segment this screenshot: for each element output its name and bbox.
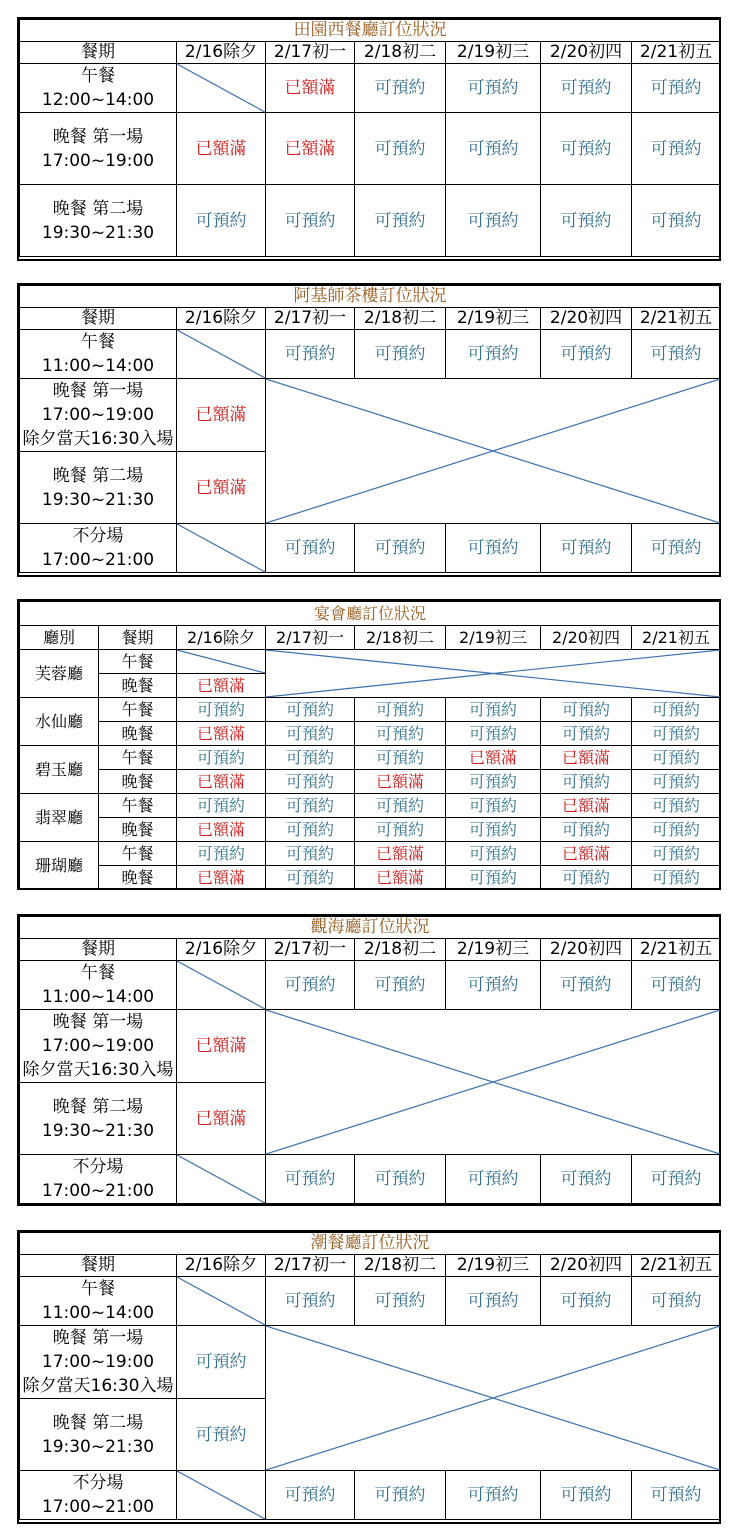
meal-cell [20, 1010, 177, 1083]
table-title: 潮餐廳訂位狀況 [20, 1233, 721, 1255]
meal-cell [20, 1399, 177, 1471]
col-header-date: 2/16除夕 [177, 939, 266, 961]
status-cell[interactable]: 可預約 [177, 794, 266, 818]
status-cell[interactable]: 可預約 [632, 1155, 721, 1204]
status-cell[interactable]: 已額滿 [446, 746, 541, 770]
meal-cell [20, 379, 177, 452]
status-cell[interactable]: 已額滿 [266, 64, 355, 113]
meal-time: 19:30~21:30 [41, 222, 155, 243]
status-cell[interactable]: 已額滿 [177, 674, 266, 698]
status-cell[interactable]: 可預約 [266, 794, 355, 818]
status-cell[interactable]: 可預約 [541, 330, 632, 379]
status-cell[interactable]: 可預約 [541, 113, 632, 185]
table-row [20, 794, 721, 818]
status-cell[interactable]: 可預約 [177, 746, 266, 770]
status-cell[interactable]: 可預約 [446, 770, 541, 794]
status-cell[interactable]: 可預約 [446, 1277, 541, 1326]
status-cell[interactable]: 可預約 [632, 722, 721, 746]
status-cell[interactable]: 可預約 [266, 842, 355, 866]
status-cell[interactable]: 可預約 [541, 961, 632, 1010]
status-cell[interactable]: 可預約 [632, 524, 721, 573]
meal-name: 午餐 [81, 66, 115, 86]
status-cell[interactable]: 已額滿 [355, 866, 446, 890]
status-cell[interactable]: 可預約 [266, 330, 355, 379]
meal-cell [20, 452, 177, 524]
unavailable-block [266, 1010, 721, 1155]
meal-cell [20, 1083, 177, 1155]
status-cell[interactable]: 可預約 [541, 698, 632, 722]
meal-name: 不分場 [72, 1473, 124, 1493]
meal-name: 晚餐 第一場 [52, 381, 144, 401]
status-cell[interactable]: 可預約 [541, 524, 632, 573]
col-header-date: 2/17初一 [266, 626, 355, 650]
status-cell[interactable]: 可預約 [355, 330, 446, 379]
col-header-date: 2/18初二 [355, 626, 446, 650]
hall-name: 珊瑚廳 [20, 842, 99, 890]
status-cell[interactable]: 可預約 [446, 818, 541, 842]
status-cell[interactable]: 已額滿 [541, 746, 632, 770]
col-header-meal: 餐期 [20, 308, 177, 330]
status-cell[interactable]: 可預約 [266, 185, 355, 257]
col-header-meal: 餐期 [99, 626, 177, 650]
status-cell[interactable]: 可預約 [541, 770, 632, 794]
meal-name: 晚餐 第二場 [52, 1096, 144, 1117]
col-header-meal: 餐期 [20, 42, 177, 64]
status-cell[interactable]: 已額滿 [177, 770, 266, 794]
status-cell[interactable]: 可預約 [446, 524, 541, 573]
status-cell[interactable]: 可預約 [355, 818, 446, 842]
col-header-date: 2/20初四 [541, 626, 632, 650]
status-cell[interactable]: 已額滿 [355, 842, 446, 866]
status-cell[interactable]: 可預約 [266, 818, 355, 842]
status-cell[interactable]: 可預約 [355, 961, 446, 1010]
closed-cell [177, 650, 266, 674]
status-cell[interactable]: 可預約 [446, 113, 541, 185]
table-row [20, 1326, 721, 1399]
status-cell[interactable]: 可預約 [266, 1471, 355, 1520]
banquet-table [19, 601, 721, 890]
status-cell[interactable]: 已額滿 [177, 722, 266, 746]
meal-time: 17:00~19:00 [41, 1352, 155, 1372]
meal-time: 19:30~21:30 [41, 489, 155, 510]
closed-cell [177, 1155, 266, 1204]
meal-cell [20, 64, 177, 113]
status-cell[interactable]: 可預約 [632, 113, 721, 185]
status-cell[interactable]: 可預約 [355, 794, 446, 818]
status-cell[interactable]: 可預約 [446, 794, 541, 818]
status-cell[interactable]: 已額滿 [541, 794, 632, 818]
status-cell[interactable]: 可預約 [632, 794, 721, 818]
status-cell[interactable]: 可預約 [177, 185, 266, 257]
meal-cell: 晚餐 [99, 818, 177, 842]
meal-cell [20, 1471, 177, 1520]
hall-name: 水仙廳 [20, 698, 99, 746]
status-cell[interactable]: 可預約 [632, 866, 721, 890]
status-cell[interactable]: 可預約 [266, 770, 355, 794]
meal-note: 除夕當天16:30入場 [22, 1060, 174, 1080]
col-header-date: 2/21初五 [632, 939, 721, 961]
table-row [20, 1277, 721, 1326]
meal-name: 不分場 [72, 1157, 124, 1177]
col-header-date: 2/18初二 [355, 308, 446, 330]
status-cell[interactable]: 可預約 [355, 1277, 446, 1326]
meal-time: 11:00~14:00 [41, 1303, 155, 1323]
table-row [20, 866, 721, 890]
table-seaview-hall [17, 914, 721, 1206]
meal-note: 除夕當天16:30入場 [22, 429, 174, 449]
col-header-date: 2/17初一 [266, 1255, 355, 1277]
status-cell[interactable]: 可預約 [355, 698, 446, 722]
table-row [20, 770, 721, 794]
col-header-date: 2/20初四 [541, 1255, 632, 1277]
meal-time: 11:00~14:00 [41, 356, 155, 376]
col-header-date: 2/20初四 [541, 939, 632, 961]
status-cell[interactable]: 可預約 [632, 842, 721, 866]
status-cell[interactable]: 可預約 [266, 746, 355, 770]
col-header-date: 2/20初四 [541, 42, 632, 64]
status-cell[interactable]: 可預約 [541, 1471, 632, 1520]
status-cell[interactable]: 已額滿 [177, 379, 266, 452]
table-row [20, 524, 721, 573]
closed-cell [177, 1277, 266, 1326]
col-header-date: 2/19初三 [446, 1255, 541, 1277]
unavailable-block [266, 379, 721, 524]
meal-time: 17:00~19:00 [41, 405, 155, 425]
table-title: 宴會廳訂位狀況 [20, 602, 721, 626]
closed-cell [177, 330, 266, 379]
table-title: 阿基師茶樓訂位狀況 [20, 286, 721, 308]
table-teahouse [17, 283, 721, 577]
status-cell[interactable]: 可預約 [446, 185, 541, 257]
meal-name: 晚餐 第一場 [52, 1012, 144, 1032]
col-header-date: 2/17初一 [266, 308, 355, 330]
meal-cell [20, 330, 177, 379]
table-row [20, 818, 721, 842]
status-cell[interactable]: 可預約 [541, 722, 632, 746]
status-cell[interactable]: 可預約 [632, 185, 721, 257]
status-cell[interactable]: 可預約 [355, 722, 446, 746]
meal-cell: 午餐 [99, 698, 177, 722]
meal-cell: 晚餐 [99, 722, 177, 746]
status-cell[interactable]: 已額滿 [177, 113, 266, 185]
col-header-meal: 餐期 [20, 939, 177, 961]
status-cell[interactable]: 可預約 [541, 1155, 632, 1204]
status-cell[interactable]: 可預約 [632, 770, 721, 794]
table-row [20, 64, 721, 113]
meal-name: 晚餐 第一場 [52, 126, 144, 147]
meal-cell: 晚餐 [99, 674, 177, 698]
booking-table [19, 19, 721, 257]
closed-cell [177, 524, 266, 573]
table-row [20, 722, 721, 746]
col-header-date: 2/21初五 [632, 626, 721, 650]
col-header-date: 2/18初二 [355, 1255, 446, 1277]
status-cell[interactable]: 可預約 [177, 1326, 266, 1399]
col-header-date: 2/16除夕 [177, 626, 266, 650]
booking-table [19, 285, 721, 573]
booking-table [19, 1232, 721, 1520]
hall-name: 碧玉廳 [20, 746, 99, 794]
hall-name: 芙蓉廳 [20, 650, 99, 698]
meal-name: 午餐 [81, 963, 115, 983]
meal-cell [20, 961, 177, 1010]
status-cell[interactable]: 可預約 [266, 866, 355, 890]
meal-time: 17:00~19:00 [41, 1036, 155, 1056]
status-cell[interactable]: 可預約 [266, 722, 355, 746]
col-header-date: 2/21初五 [632, 308, 721, 330]
meal-time: 17:00~21:00 [41, 550, 155, 570]
status-cell[interactable]: 可預約 [355, 113, 446, 185]
status-cell[interactable]: 可預約 [355, 746, 446, 770]
table-row [20, 961, 721, 1010]
table-row [20, 650, 721, 674]
status-cell[interactable]: 可預約 [266, 698, 355, 722]
col-header-date: 2/18初二 [355, 939, 446, 961]
table-row [20, 379, 721, 452]
meal-name: 晚餐 第二場 [52, 1412, 144, 1433]
col-header-date: 2/21初五 [632, 42, 721, 64]
status-cell[interactable]: 可預約 [266, 1277, 355, 1326]
status-cell[interactable]: 可預約 [632, 698, 721, 722]
table-title: 觀海廳訂位狀況 [20, 917, 721, 939]
col-header-date: 2/20初四 [541, 308, 632, 330]
table-row [20, 698, 721, 722]
meal-cell [20, 185, 177, 257]
closed-cell [177, 1471, 266, 1520]
status-cell[interactable]: 可預約 [355, 1471, 446, 1520]
col-header-date: 2/17初一 [266, 42, 355, 64]
status-cell[interactable]: 可預約 [355, 524, 446, 573]
table-row [20, 1155, 721, 1204]
status-cell[interactable]: 可預約 [177, 842, 266, 866]
status-cell[interactable]: 可預約 [541, 1277, 632, 1326]
meal-time: 17:00~21:00 [41, 1181, 155, 1201]
meal-cell [20, 1155, 177, 1204]
status-cell[interactable]: 已額滿 [266, 113, 355, 185]
status-cell[interactable]: 可預約 [266, 524, 355, 573]
table-row [20, 746, 721, 770]
meal-note: 除夕當天16:30入場 [22, 1376, 174, 1396]
status-cell[interactable]: 可預約 [446, 1471, 541, 1520]
col-header-date: 2/18初二 [355, 42, 446, 64]
status-cell[interactable]: 可預約 [446, 866, 541, 890]
status-cell[interactable]: 可預約 [446, 722, 541, 746]
status-cell[interactable]: 已額滿 [177, 1083, 266, 1155]
meal-time: 11:00~14:00 [41, 987, 155, 1007]
col-header-date: 2/21初五 [632, 1255, 721, 1277]
status-cell[interactable]: 已額滿 [177, 866, 266, 890]
meal-time: 12:00~14:00 [41, 90, 155, 110]
meal-time: 19:30~21:30 [41, 1436, 155, 1457]
meal-name: 晚餐 第二場 [52, 465, 144, 486]
status-cell[interactable]: 可預約 [446, 961, 541, 1010]
status-cell[interactable]: 可預約 [541, 866, 632, 890]
status-cell[interactable]: 可預約 [355, 64, 446, 113]
col-header-date: 2/16除夕 [177, 308, 266, 330]
status-cell[interactable]: 可預約 [632, 746, 721, 770]
meal-cell: 午餐 [99, 746, 177, 770]
table-row [20, 185, 721, 257]
col-header-meal: 餐期 [20, 1255, 177, 1277]
status-cell[interactable]: 可預約 [446, 698, 541, 722]
meal-time: 17:00~21:00 [41, 1497, 155, 1517]
col-header-date: 2/16除夕 [177, 42, 266, 64]
status-cell[interactable]: 已額滿 [177, 1010, 266, 1083]
status-cell[interactable]: 已額滿 [177, 818, 266, 842]
col-header-date: 2/19初三 [446, 42, 541, 64]
unavailable-block [266, 650, 721, 698]
status-cell[interactable]: 可預約 [177, 698, 266, 722]
status-cell[interactable]: 可預約 [446, 842, 541, 866]
meal-time: 19:30~21:30 [41, 1120, 155, 1141]
table-garden-restaurant [17, 17, 721, 261]
meal-name: 午餐 [81, 332, 115, 352]
status-cell[interactable]: 可預約 [632, 961, 721, 1010]
status-cell[interactable]: 可預約 [632, 818, 721, 842]
status-cell[interactable]: 可預約 [541, 818, 632, 842]
meal-time: 17:00~19:00 [41, 150, 155, 171]
status-cell[interactable]: 可預約 [266, 1155, 355, 1204]
status-cell[interactable]: 可預約 [446, 64, 541, 113]
status-cell[interactable]: 可預約 [541, 185, 632, 257]
status-cell[interactable]: 可預約 [355, 185, 446, 257]
meal-name: 晚餐 第二場 [52, 198, 144, 219]
col-header-date: 2/16除夕 [177, 1255, 266, 1277]
status-cell[interactable]: 可預約 [446, 1155, 541, 1204]
status-cell[interactable]: 可預約 [541, 64, 632, 113]
meal-name: 晚餐 第一場 [52, 1328, 144, 1348]
unavailable-block [266, 1326, 721, 1471]
status-cell[interactable]: 可預約 [446, 330, 541, 379]
status-cell[interactable]: 可預約 [632, 330, 721, 379]
meal-cell: 晚餐 [99, 770, 177, 794]
meal-cell: 午餐 [99, 794, 177, 818]
hall-name: 翡翠廳 [20, 794, 99, 842]
status-cell[interactable]: 已額滿 [541, 842, 632, 866]
status-cell[interactable]: 可預約 [632, 1277, 721, 1326]
table-row [20, 1471, 721, 1520]
table-row [20, 113, 721, 185]
closed-cell [177, 961, 266, 1010]
table-row [20, 1010, 721, 1083]
table-row [20, 842, 721, 866]
status-cell[interactable]: 可預約 [177, 1399, 266, 1471]
table-tide-restaurant [17, 1230, 721, 1524]
meal-cell [20, 113, 177, 185]
meal-cell [20, 524, 177, 573]
meal-cell: 午餐 [99, 842, 177, 866]
closed-cell [177, 64, 266, 113]
status-cell[interactable]: 已額滿 [177, 452, 266, 524]
meal-name: 不分場 [72, 526, 124, 546]
col-header-date: 2/19初三 [446, 308, 541, 330]
meal-cell [20, 1326, 177, 1399]
meal-cell [20, 1277, 177, 1326]
table-title: 田園西餐廳訂位狀況 [20, 20, 721, 42]
status-cell[interactable]: 可預約 [266, 961, 355, 1010]
col-header-date: 2/19初三 [446, 939, 541, 961]
col-header-date: 2/19初三 [446, 626, 541, 650]
status-cell[interactable]: 可預約 [632, 64, 721, 113]
meal-name: 午餐 [81, 1279, 115, 1299]
table-banquet-hall [17, 599, 721, 890]
table-row [20, 330, 721, 379]
col-header-date: 2/17初一 [266, 939, 355, 961]
status-cell[interactable]: 可預約 [632, 1471, 721, 1520]
meal-cell: 午餐 [99, 650, 177, 674]
status-cell[interactable]: 已額滿 [355, 770, 446, 794]
col-header-hall: 廳別 [20, 626, 99, 650]
status-cell[interactable]: 可預約 [355, 1155, 446, 1204]
meal-cell: 晚餐 [99, 866, 177, 890]
booking-table [19, 916, 721, 1204]
